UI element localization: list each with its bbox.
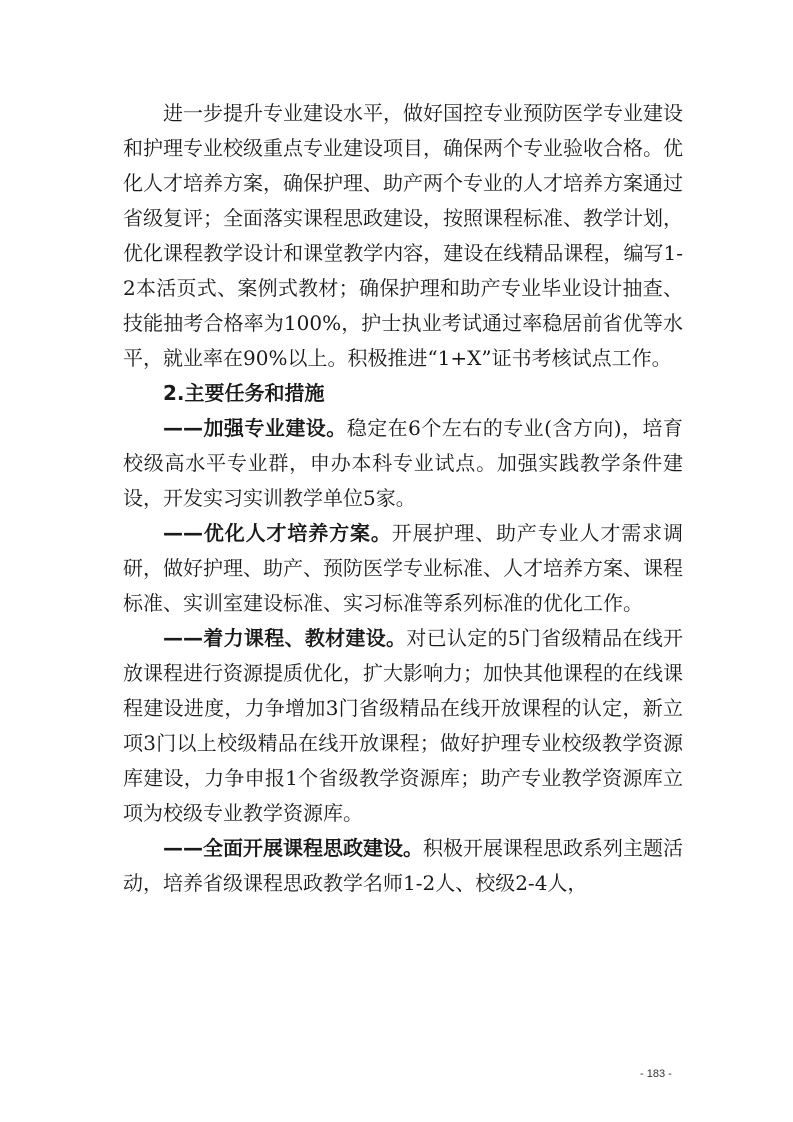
task-body: 对已认定的5门省级精品在线开放课程进行资源提质优化，扩大影响力；加快其他课程的在线课程建设进度，力争增加3门省级精品在线开放课程的认定，新立项3门以上校级精品在线开放课程；做好护理专业校级教学资源库建设，力争申报1个省级教学资源库；助产专业教学资源库立项为校级专业教学资源库。 <box>123 626 684 825</box>
task-body: 稳定在6个左右的专业(含方向)，培育校级高水平专业群，申办本科专业试点。加强实践教学条件建设，开发实习实训教学单位5家。 <box>123 416 683 510</box>
task-lead: ——优化人才培养方案。 <box>163 521 392 545</box>
task-body: 积极开展课程思政系列主题活动，培养省级课程思政教学名师1-2人、校级2-4人， <box>123 836 683 895</box>
task-paragraph-specialty <box>123 411 683 516</box>
task-paragraph-training-plan <box>123 516 683 621</box>
document-body <box>123 96 683 901</box>
task-paragraph-ideology <box>123 831 683 901</box>
task-lead: ——全面开展课程思政建设。 <box>163 836 423 860</box>
task-lead: ——加强专业建设。 <box>163 416 347 440</box>
task-body: 开展护理、助产专业人才需求调研，做好护理、助产、预防医学专业标准、人才培养方案、课程标准、实训室建设标准、实习标准等系列标准的优化工作。 <box>123 521 684 615</box>
section-heading: 2.主要任务和措施 <box>163 381 325 405</box>
task-paragraph-courses <box>123 621 683 831</box>
intro-paragraph: 进一步提升专业建设水平，做好国控专业预防医学专业建设和护理专业校级重点专业建设项目，确保两个专业验收合格。优化人才培养方案，确保护理、助产两个专业的人才培养方案通过省级复评；全面落实课程思政建设，按照课程标准、教学计划，优化课程教学设计和课堂教学内容，建设在线精品课程，编写1-2本活页式、案例式教材；确保护理和助产专业毕业设计抽查、技能抽考合格率为100%，护士执业考试通过率稳居前省优等水平，就业率在90%以上。积极推进“1+X”证书考核试点工作。 <box>123 101 683 370</box>
page-number: - 183 - <box>640 1068 672 1080</box>
task-lead: ——着力课程、教材建设。 <box>163 626 407 650</box>
